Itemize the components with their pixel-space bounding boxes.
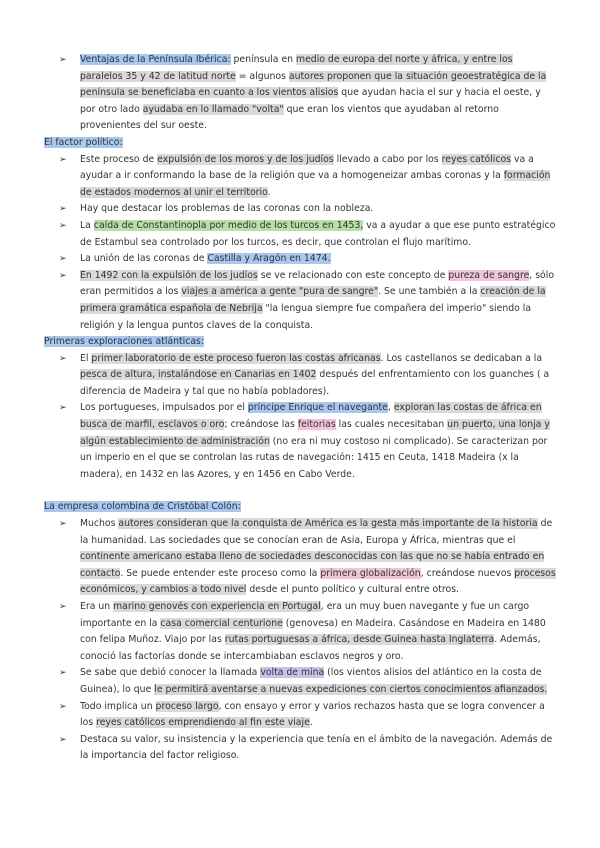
text-run: (no era ni muy costoso ni complicado). Se caracterizan por un imperio en el que se controlan las rutas de navegación: 1415 en Ceuta, 1418 Madeira (x la madera), en 1432 en las Azores, y en 1456 en Cabo Verde.	[80, 435, 548, 480]
text-run: que eran los vientos que ayudaban al retorno provenientes del sur oeste.	[80, 103, 499, 132]
text-run: El	[80, 352, 92, 364]
arrowhead-bullet-icon: ➢	[59, 519, 67, 530]
arrowhead-bullet-icon: ➢	[59, 55, 67, 65]
highlighted-text: autores proponen que la situación geoestratégica de la península se beneficiaba en cuanto a los vientos alisios	[80, 70, 547, 99]
text-run: se ve relacionado con este concepto de	[257, 269, 449, 281]
arrowhead-bullet-icon: ➢	[59, 403, 67, 414]
text-run: desde el punto político y cultural entre otros.	[246, 584, 459, 596]
highlighted-text: un puerto, una lonja y algún establecimiento de administración	[80, 419, 550, 447]
text-run: Los portugueses, impulsados por el	[80, 402, 248, 414]
text-run: . Se une también a la	[378, 286, 481, 298]
text-run: , sólo eran permitidos a los	[80, 269, 555, 298]
bullet-item	[44, 516, 556, 599]
highlighted-text: le permitirá aventarse a nuevas expediciones con ciertos conocimientos afianzados.	[154, 683, 548, 695]
section-heading	[44, 499, 556, 516]
highlighted-text: En 1492 con la expulsión de los judíos	[80, 269, 258, 281]
highlighted-text: autores consideran que la conquista de América es la gesta más importante de la historia	[118, 518, 538, 530]
arrowhead-bullet-icon: ➢	[59, 353, 67, 364]
bullet-item	[44, 400, 556, 483]
highlighted-text: primera globalización	[320, 567, 421, 579]
highlighted-text: continente americano estaba lleno de sociedades desconocidas con las que no se había entrado en contacto	[80, 551, 545, 579]
text-run: Muchos	[80, 518, 119, 530]
highlighted-text: feitorias	[297, 419, 336, 431]
bullet-item	[44, 268, 556, 334]
arrowhead-bullet-icon: ➢	[59, 270, 67, 281]
text-run: .	[267, 186, 271, 198]
text-run: La unión de las coronas de	[80, 253, 208, 265]
highlighted-text: reyes católicos emprendiendo al fin este viaje	[96, 717, 310, 729]
highlighted-text: Castilla y Aragón en 1474.	[207, 253, 331, 265]
highlighted-text: ayudaba en lo llamado "volta"	[142, 103, 284, 115]
arrowhead-bullet-icon: ➢	[59, 204, 67, 215]
text-run: Era un	[80, 601, 114, 612]
highlighted-text: caída de Constantinopla por medio de los turcos en 1453,	[93, 219, 364, 231]
highlighted-text: El factor político:	[44, 136, 123, 148]
section-spacer	[44, 483, 556, 499]
text-run: ,	[387, 402, 394, 414]
text-run: . Además, conoció las factorías donde se intercambiaban esclavos negros y oro.	[80, 634, 541, 662]
text-run: que ayudan hacia el sur y hacia el oeste, y por otro lado	[80, 87, 541, 115]
bullet-item	[44, 201, 556, 218]
highlighted-text: marino genovés con experiencia en Portugal	[113, 601, 321, 612]
text-run: La	[80, 219, 94, 231]
bullet-item	[44, 699, 556, 732]
arrowhead-bullet-icon: ➢	[59, 220, 67, 231]
bullet-item	[44, 351, 556, 401]
text-run: "la lengua siempre fue compañera del imperio" siendo la religión y la lengua puntos claves de la conquista.	[80, 302, 532, 331]
highlighted-text: rutas portuguesas a áfrica, desde Guinea hasta Inglaterra	[224, 634, 495, 646]
highlighted-text: volta de mina	[260, 667, 325, 679]
highlighted-text: primer laboratorio de este proceso fueron las costas africanas	[91, 352, 381, 364]
text-run: , creándose nuevos	[420, 567, 515, 579]
highlighted-text: La empresa colombina de Cristóbal Colón:	[44, 501, 241, 513]
highlighted-text: creación de la primera gramática española de Nebrija	[80, 286, 546, 314]
arrowhead-bullet-icon: ➢	[59, 734, 67, 745]
arrowhead-bullet-icon: ➢	[59, 701, 67, 712]
bullet-item	[44, 665, 556, 698]
text-run: . Se puede entender este proceso como la	[120, 567, 321, 579]
section-heading	[44, 334, 556, 351]
highlighted-text: proceso largo	[155, 700, 219, 712]
text-run: = algunos	[235, 70, 289, 82]
text-run: (genovesa) en Madeira. Casándose en Madeira en 1480 con felipa Muñoz. Viajo por las	[80, 617, 546, 646]
highlighted-text: casa comercial centurione	[160, 617, 283, 629]
bullet-item	[44, 52, 556, 135]
highlighted-text: viajes a américa a gente "pura de sangre"	[181, 286, 379, 298]
text-run: ; creándose las	[224, 419, 298, 431]
highlighted-text: procesos económicos, y cambios a todo nivel	[80, 567, 556, 596]
arrowhead-bullet-icon: ➢	[59, 254, 67, 265]
document-page	[44, 52, 556, 765]
text-run: Este proceso de	[80, 153, 158, 165]
text-run: va a ayudar a ir conformando la base de la religión que va a homogeneizar ambas coronas y la	[80, 153, 534, 182]
highlighted-text: formación de estados modernos al unir el territorio	[80, 170, 551, 198]
bullet-item	[44, 152, 556, 202]
text-run: después del enfrentamiento con los guanches ( a diferencia de Madeira y tal que no había pobladores).	[80, 369, 550, 397]
highlighted-text: expulsión de los moros y de los judíos	[157, 153, 334, 165]
highlighted-text: Primeras exploraciones atlánticas:	[44, 336, 205, 348]
highlighted-text: medio de europa del norte y áfrica, y entre los paralelos 35 y 42 de latitud norte	[80, 54, 513, 82]
arrowhead-bullet-icon: ➢	[59, 154, 67, 165]
text-run: .	[309, 717, 313, 729]
text-run: península en	[230, 54, 297, 65]
highlighted-text: exploran las costas de áfrica en busca de marfil, esclavos o oro	[80, 402, 542, 431]
text-run: . Los castellanos se dedicaban a la	[380, 352, 543, 364]
arrowhead-bullet-icon: ➢	[59, 602, 67, 612]
bullet-item	[44, 218, 556, 251]
text-run: , era un muy buen navegante y fue un cargo importante en la	[80, 601, 530, 629]
highlighted-text: pesca de altura, instalándose en Canarias en 1402	[80, 369, 317, 381]
text-run: Hay que destacar los problemas de las coronas con la nobleza.	[80, 203, 374, 215]
text-run: Todo implica un	[80, 700, 156, 712]
highlighted-text: príncipe Enrique el navegante	[247, 402, 388, 414]
highlighted-text: pureza de sangre	[448, 269, 530, 281]
text-run: Destaca su valor, su insistencia y la experiencia que tenía en el ámbito de la navegación. Además de la importancia del factor religioso.	[80, 733, 553, 762]
arrowhead-bullet-icon: ➢	[59, 668, 67, 679]
bullet-item	[44, 599, 556, 665]
text-run: (los vientos alisios del atlántico en la costa de Guinea), lo que	[80, 667, 542, 695]
highlighted-text: Ventajas de la Península Ibérica:	[80, 54, 231, 65]
text-run: las cuales necesitaban	[335, 419, 448, 431]
text-run: , con ensayo y error y varios rechazos hasta que se logra convencer a los	[80, 700, 545, 729]
text-run: Se sabe que debió conocer la llamada	[80, 667, 261, 679]
highlighted-text: reyes católicos	[441, 153, 511, 165]
bullet-item	[44, 251, 556, 268]
section-heading	[44, 135, 556, 152]
bullet-item	[44, 732, 556, 765]
text-run: de la humanidad. Las sociedades que se conocían eran de Asia, Europa y África, mientras que el	[80, 518, 553, 546]
text-run: va a ayudar a que ese punto estratégico de Estambul sea controlado por los turcos, es decir, que controlan el flujo marítimo.	[80, 219, 556, 248]
text-run: llevado a cabo por los	[333, 153, 442, 165]
